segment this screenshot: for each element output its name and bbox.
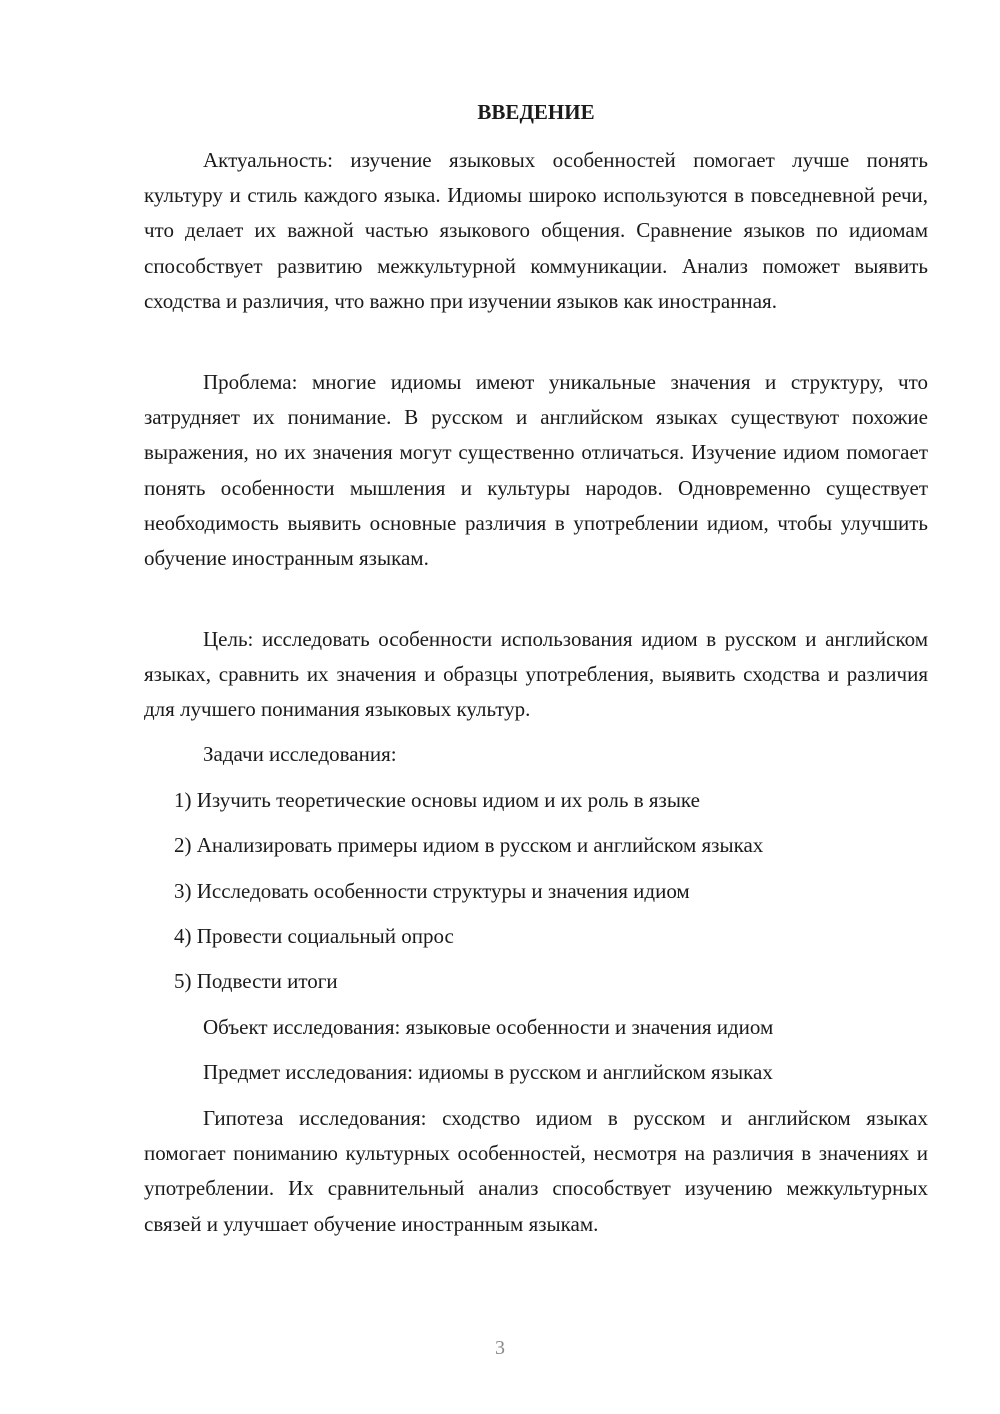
tasks-heading: Задачи исследования: xyxy=(203,742,397,766)
research-object: Объект исследования: языковые особенности и значения идиом xyxy=(203,1015,774,1039)
task-item-3: 3) Исследовать особенности структуры и значения идиом xyxy=(174,879,690,903)
research-subject: Предмет исследования: идиомы в русском и английском языках xyxy=(203,1060,773,1084)
page-title: ВВЕДЕНИЕ xyxy=(477,100,595,124)
task-item-1: 1) Изучить теоретические основы идиом и их роль в языке xyxy=(174,788,700,812)
problem-paragraph: Проблема: многие идиомы имеют уникальные значения и структуру, что затрудняет их понимание. В русском и английском языках существуют похожие выражения, но их значения могут существенно отличаться. Изучение идиом помогает понять особенности мышления и культуры народов. Одновременно существует необходимость выявить основные различия в употреблении идиом, чтобы улучшить обучение иностранным языкам. xyxy=(144,370,928,571)
page-number: 3 xyxy=(495,1337,505,1359)
goal-paragraph: Цель: исследовать особенности использования идиом в русском и английском языках, сравнить их значения и образцы употребления, выявить сходства и различия для лучшего понимания языковых культур. xyxy=(144,627,928,722)
relevance-paragraph: Актуальность: изучение языковых особенностей помогает лучше понять культуру и стиль каждого языка. Идиомы широко используются в повседневной речи, что делает их важной частью языкового общения. Сравнение языков по идиомам способствует развитию межкультурной коммуникации. Анализ поможет выявить сходства и различия, что важно при изучении языков как иностранная. xyxy=(144,148,928,313)
task-item-2: 2) Анализировать примеры идиом в русском и английском языках xyxy=(174,833,764,857)
task-item-5: 5) Подвести итоги xyxy=(174,969,338,993)
hypothesis-paragraph: Гипотеза исследования: сходство идиом в русском и английском языках помогает пониманию культурных особенностей, несмотря на различия в значениях и употреблении. Их сравнительный анализ способствует изучению межкультурных связей и улучшает обучение иностранным языкам. xyxy=(144,1106,928,1236)
task-item-4: 4) Провести социальный опрос xyxy=(174,924,454,948)
